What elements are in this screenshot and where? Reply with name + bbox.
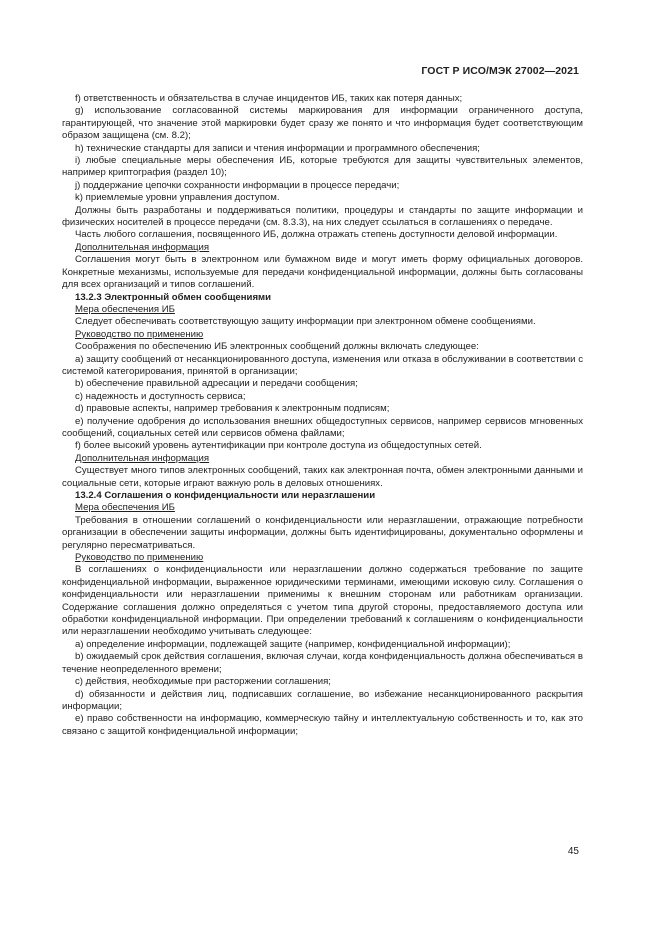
paragraph: k) приемлемые уровни управления доступом. (75, 192, 280, 204)
paragraph: Следует обеспечивать соответствующую защиту информации при электронном обмене сообщениями. (75, 316, 536, 328)
paragraph: c) надежность и доступность сервиса; (75, 390, 246, 402)
paragraph: Соображения по обеспечению ИБ электронных сообщений должны включать следующее: (75, 341, 479, 353)
paragraph: a) определение информации, подлежащей защите (например, конфиденциальной информации); (75, 638, 511, 650)
subsection-label: Руководство по применению (75, 328, 204, 340)
paragraph: c) действия, необходимые при расторжении соглашения; (75, 676, 331, 688)
section-heading: 13.2.3 Электронный обмен сообщениями (75, 291, 272, 303)
section-heading: 13.2.4 Соглашения о конфиденциальности или неразглашении (75, 490, 376, 501)
paragraph: d) обязанности и действия лиц, подписавших соглашение, во избежание несанкционированного раскрытия информации; (62, 688, 583, 712)
paragraph: Должны быть разработаны и поддерживаться политики, процедуры и стандарты по защите информации и физических носителей в процессе передачи (см. 8.3.3), на них следует ссылаться в соглашениях о передаче. (62, 204, 583, 229)
paragraph: d) правовые аспекты, например требования к электронным подписям; (75, 403, 390, 415)
page-number: 45 (567, 846, 579, 857)
paragraph: Существует много типов электронных сообщений, таких как электронная почта, обмен электронными данными и социальные сети, которые играют важную роль в деловых отношениях. (62, 465, 583, 489)
paragraph: e) получение одобрения до использования внешних общедоступных сервисов, например сервисов мгновенных сообщений, социальных сетей или сервисов обмена файлами; (62, 415, 583, 439)
document-body (62, 93, 583, 738)
paragraph: g) использование согласованной системы маркирования для информации ограниченного доступа, гарантирующей, что значение этой маркировки будет сразу же понято и что информация будет соответствующим образом защищена (см. 8.2); (62, 105, 583, 142)
subsection-label: Мера обеспечения ИБ (75, 502, 175, 514)
paragraph: f) более высокий уровень аутентификации при контроле доступа из общедоступных сетей. (75, 440, 482, 452)
paragraph: b) ожидаемый срок действия соглашения, включая случаи, когда конфиденциальность должна обеспечиваться в течение неопределенного времени; (62, 651, 583, 675)
document-standard-header: ГОСТ Р ИСО/МЭК 27002—2021 (421, 65, 579, 77)
paragraph: b) обеспечение правильной адресации и передачи сообщения; (75, 378, 358, 390)
paragraph: Соглашения могут быть в электронном или бумажном виде и могут иметь форму официальных договоров. Конкретные механизмы, используемые для передачи конфиденциальной информации, должны быть согласованы для всех организаций и типов соглашений. (62, 254, 583, 291)
paragraph: a) защиту сообщений от несанкционированного доступа, изменения или отказа в обслуживании в соответствии с системой категорирования, принятой в организации; (62, 353, 583, 377)
subsection-label: Мера обеспечения ИБ (75, 303, 175, 315)
subsection-label: Дополнительная информация (75, 452, 210, 464)
paragraph: Часть любого соглашения, посвященного ИБ, должна отражать степень доступности деловой информации. (75, 229, 558, 241)
paragraph: Требования в отношении соглашений о конфиденциальности или неразглашении, отражающие потребности организации в обеспечении защиты информации, должны быть идентифицированы, документально оформлены и регулярно пересматриваться. (62, 514, 583, 551)
paragraph: f) ответственность и обязательства в случае инцидентов ИБ, таких как потеря данных; (75, 93, 463, 104)
subsection-label: Руководство по применению (75, 552, 204, 564)
paragraph: e) право собственности на информацию, коммерческую тайну и интеллектуальную собственность и то, как это связано с защитой конфиденциальной информации; (62, 713, 583, 737)
subsection-label: Дополнительная информация (75, 241, 210, 253)
paragraph: i) любые специальные меры обеспечения ИБ, которые требуются для защиты чувствительных элементов, например криптография (раздел 10); (62, 155, 583, 179)
paragraph: h) технические стандарты для записи и чтения информации и программного обеспечения; (75, 142, 480, 154)
paragraph: j) поддержание цепочки сохранности информации в процессе передачи; (75, 179, 400, 191)
paragraph: В соглашениях о конфиденциальности или неразглашении должно содержаться требование по защите конфиденциальной информации, выраженное юридическими терминами, имеющими исковую силу. Соглашения о конфиденциальности или неразглашении применимы к внешним сторонам или работникам организации. Содержание соглашения должно определяться с учетом типа другой стороны, предоставляемого доступа или обработки конфиденциальной информации. При определении требований к соглашениям о конфиденциальности или неразглашении необходимо учитывать следующее: (62, 564, 583, 638)
